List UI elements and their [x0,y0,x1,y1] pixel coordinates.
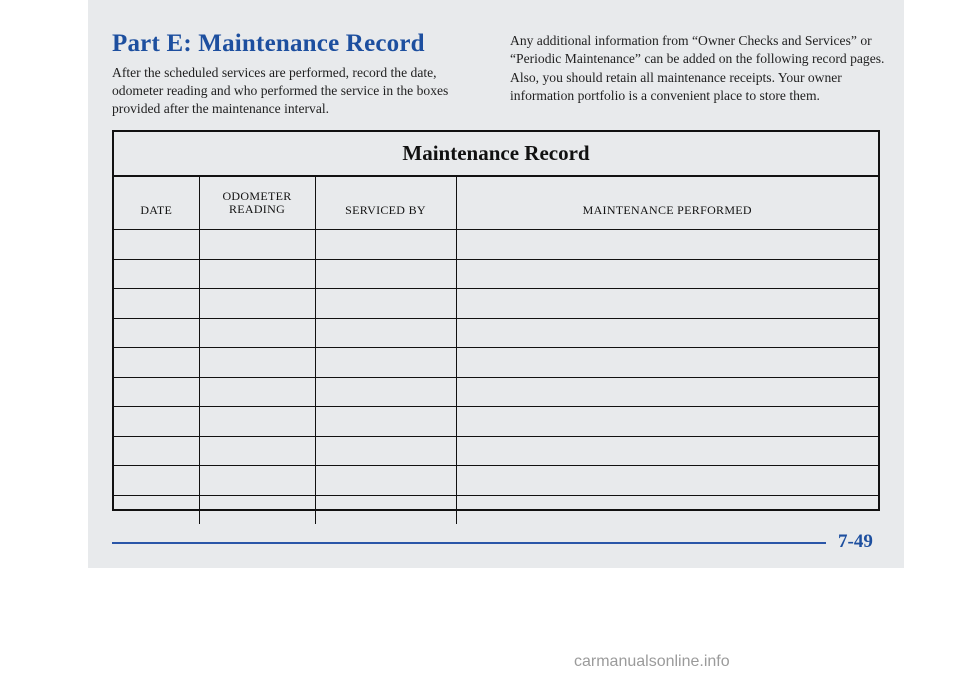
column-header-odometer [199,177,315,230]
header-row [114,177,878,230]
table-row [114,348,878,378]
maintenance-cell[interactable] [456,289,878,319]
odometer-cell[interactable] [199,377,315,407]
odometer-cell[interactable] [199,348,315,378]
watermark-text: carmanualsonline.info [574,653,730,670]
serviced-by-cell[interactable] [315,259,456,289]
odometer-cell[interactable] [199,289,315,319]
maintenance-cell[interactable] [456,318,878,348]
date-cell[interactable] [114,348,199,378]
odometer-cell[interactable] [199,230,315,260]
maintenance-record-table [112,130,880,511]
serviced-by-cell[interactable] [315,289,456,319]
date-cell[interactable] [114,466,199,496]
maintenance-cell[interactable] [456,436,878,466]
date-cell[interactable] [114,407,199,437]
serviced-by-cell[interactable] [315,377,456,407]
odometer-cell[interactable] [199,318,315,348]
odometer-label-line2: READING [228,202,286,216]
record-title: Maintenance Record [114,132,878,177]
table-row [114,495,878,524]
odometer-cell[interactable] [199,436,315,466]
maintenance-cell[interactable] [456,377,878,407]
maintenance-cell[interactable] [456,495,878,524]
table-row [114,436,878,466]
intro-paragraph: After the scheduled services are performed, record the date, odometer reading and who performed the service in the boxes provided after the maintenance interval. [112,65,449,116]
date-cell[interactable] [114,318,199,348]
date-cell[interactable] [114,289,199,319]
table-row [114,318,878,348]
date-cell[interactable] [114,230,199,260]
date-cell[interactable] [114,377,199,407]
maintenance-cell[interactable] [456,259,878,289]
odometer-label-line1: ODOMETER [222,189,292,203]
column-header-serviced-by: SERVICED BY [315,177,456,230]
table-row [114,289,878,319]
table-row [114,259,878,289]
serviced-by-cell[interactable] [315,318,456,348]
odometer-cell[interactable] [199,407,315,437]
column-header-date: DATE [114,177,199,230]
maintenance-cell[interactable] [456,230,878,260]
note-paragraph: Any additional information from “Owner Checks and Services” or “Periodic Maintenance” can be added on the following record pages. Also, you should retain all maintenance receipts. Your owner information portfolio is a convenient place to store them. [510,33,885,103]
footer-rule [112,542,826,544]
maintenance-cell[interactable] [456,407,878,437]
section-heading: Part E: Maintenance Record [112,30,425,57]
table-row [114,407,878,437]
date-cell[interactable] [114,436,199,466]
odometer-cell[interactable] [199,466,315,496]
serviced-by-cell[interactable] [315,230,456,260]
serviced-by-cell[interactable] [315,348,456,378]
record-grid [114,177,878,524]
odometer-cell[interactable] [199,495,315,524]
table-row [114,466,878,496]
column-header-maintenance: MAINTENANCE PERFORMED [456,177,878,230]
serviced-by-cell[interactable] [315,436,456,466]
date-cell[interactable] [114,495,199,524]
table-row [114,230,878,260]
serviced-by-cell[interactable] [315,407,456,437]
page-number: 7-49 [838,531,873,552]
maintenance-cell[interactable] [456,348,878,378]
odometer-cell[interactable] [199,259,315,289]
table-row [114,377,878,407]
serviced-by-cell[interactable] [315,466,456,496]
date-cell[interactable] [114,259,199,289]
serviced-by-cell[interactable] [315,495,456,524]
maintenance-cell[interactable] [456,466,878,496]
